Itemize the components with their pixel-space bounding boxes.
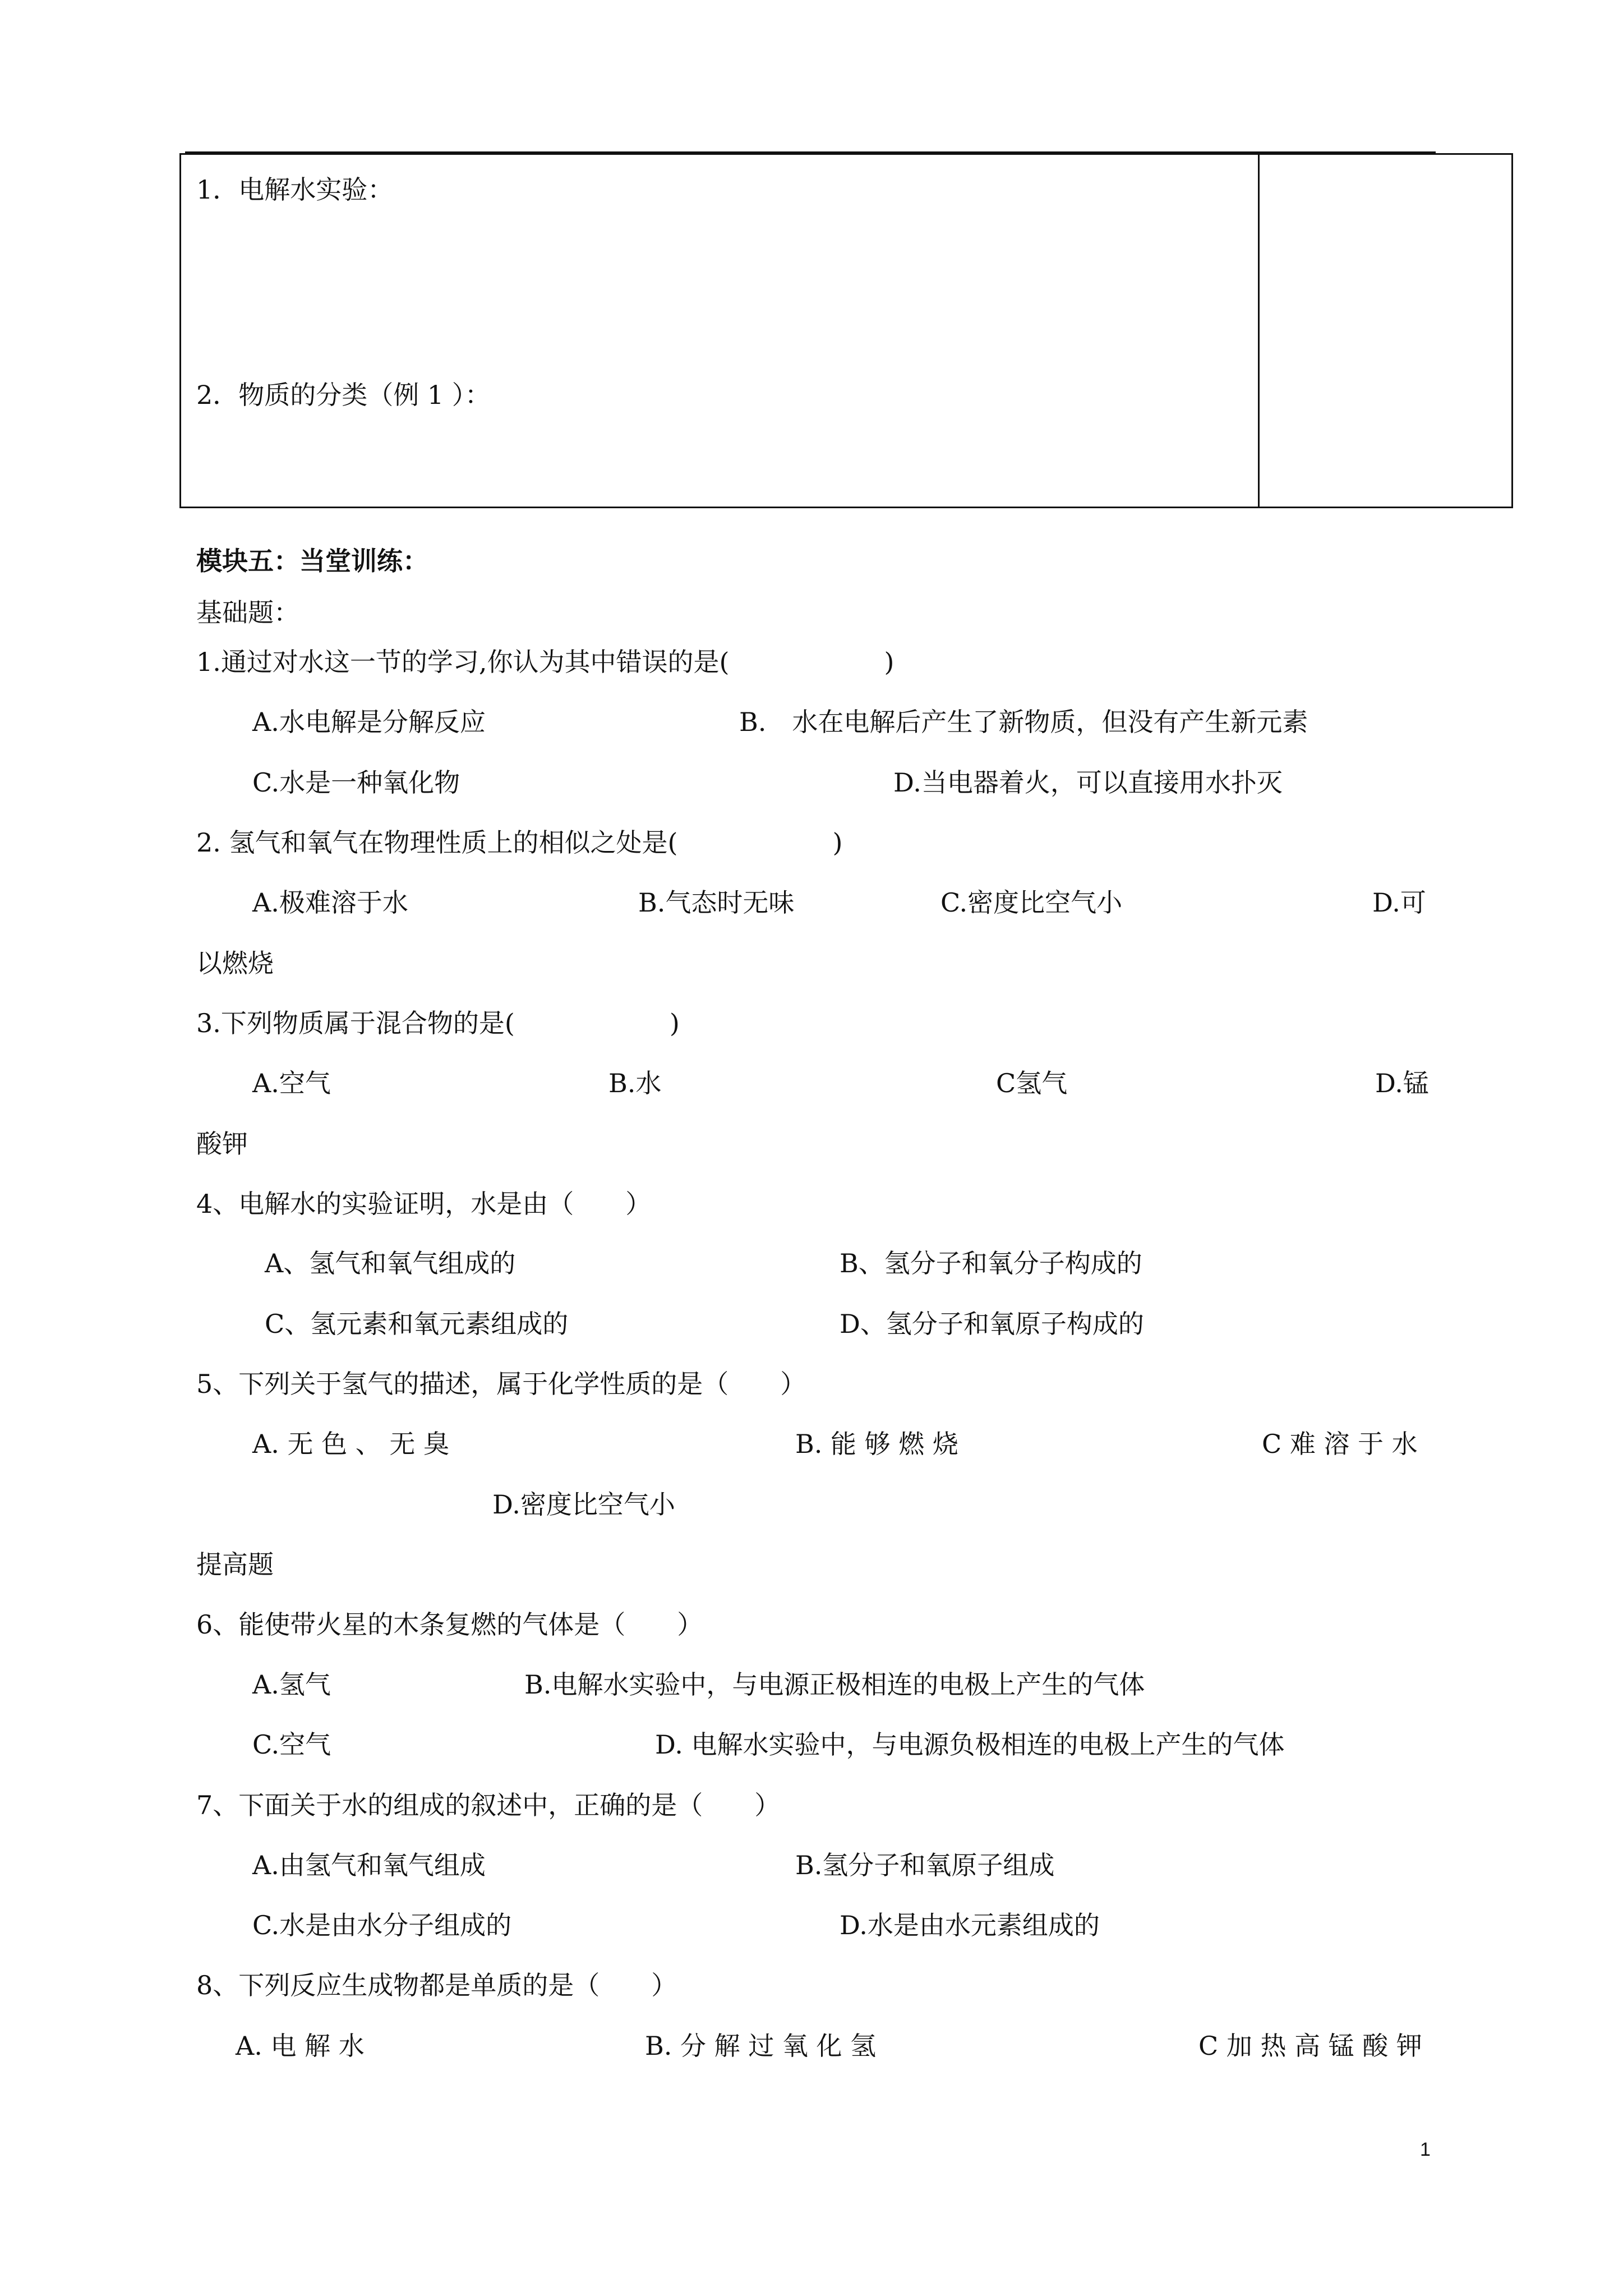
q7-option-c: C.水是由水分子组成的 (252, 1910, 512, 1940)
q2-option-c: C.密度比空气小 (940, 887, 1123, 918)
q7-option-d: D.水是由水元素组成的 (840, 1910, 1100, 1940)
section-title: 模块五：当堂训练： (196, 546, 428, 576)
q4-option-c: C、氢元素和氧元素组成的 (265, 1309, 569, 1339)
q2-option-d-continued: 以燃烧 (196, 948, 274, 978)
page-number: 1 (1420, 2139, 1431, 2160)
q3-stem: 3.下列物质属于混合物的是( ) (196, 1008, 680, 1038)
q3-option-d: D.锰 (1375, 1068, 1429, 1098)
basic-heading: 基础题： (196, 597, 299, 628)
q5-option-d: D.密度比空气小 (492, 1489, 675, 1520)
q2-option-b: B.气态时无味 (638, 887, 795, 918)
q4-option-d: D、氢分子和氧原子构成的 (840, 1309, 1144, 1339)
q1-stem: 1.通过对水这一节的学习,你认为其中错误的是( ) (196, 647, 895, 677)
table-divider-line (1258, 153, 1260, 508)
q5-stem: 5、下列关于氢气的描述，属于化学性质的是（ ） (196, 1369, 806, 1399)
table-right-line (1511, 153, 1513, 508)
q3-option-a: A.空气 (252, 1068, 331, 1098)
q8-option-a: A. 电 解 水 (236, 2031, 365, 2061)
q7-option-a: A.由氢气和氧气组成 (252, 1850, 486, 1880)
q1-option-d: D.当电器着火，可以直接用水扑灭 (893, 767, 1283, 798)
q2-option-d: D.可 (1372, 887, 1426, 918)
q1-option-b: B. 水在电解后产生了新物质，但没有产生新元素 (739, 707, 1308, 737)
q6-stem: 6、能使带火星的木条复燃的气体是（ ） (196, 1609, 703, 1640)
q3-option-c: C氢气 (996, 1068, 1068, 1098)
q1-option-a: A.水电解是分解反应 (252, 707, 486, 737)
q1-option-c: C.水是一种氧化物 (252, 767, 460, 798)
q4-stem: 4、电解水的实验证明，水是由（ ） (196, 1189, 652, 1219)
q6-option-b: B.电解水实验中，与电源正极相连的电极上产生的气体 (524, 1669, 1145, 1700)
q4-option-b: B、氢分子和氧分子构成的 (840, 1248, 1142, 1278)
q6-option-a: A.氢气 (252, 1669, 331, 1700)
table-row-electrolysis: 1．电解水实验： (196, 174, 394, 205)
q5-option-c: C 难 溶 于 水 (1262, 1429, 1418, 1459)
q5-option-a: A. 无 色 、 无 臭 (252, 1429, 449, 1459)
q3-option-d-continued: 酸钾 (196, 1129, 248, 1159)
q7-option-b: B.氢分子和氧原子组成 (795, 1850, 1055, 1880)
table-bottom-line (179, 507, 1513, 508)
q8-stem: 8、下列反应生成物都是单质的是（ ） (196, 1970, 677, 2000)
table-left-line (179, 153, 181, 508)
table-top-line (179, 153, 1513, 155)
q5-option-b: B. 能 够 燃 烧 (795, 1429, 958, 1459)
q2-stem: 2. 氢气和氧气在物理性质上的相似之处是( ) (196, 827, 843, 858)
advanced-heading: 提高题 (196, 1549, 274, 1580)
q3-option-b: B.水 (608, 1068, 662, 1098)
q6-option-c: C.空气 (252, 1729, 331, 1760)
q4-option-a: A、氢气和氧气组成的 (265, 1248, 516, 1278)
q2-option-a: A.极难溶于水 (252, 887, 408, 918)
q8-option-b: B. 分 解 过 氧 化 氢 (645, 2031, 877, 2061)
table-row-classification: 2．物质的分类（例 1 ）： (196, 380, 491, 410)
q8-option-c: C 加 热 高 锰 酸 钾 (1198, 2031, 1422, 2061)
q7-stem: 7、下面关于水的组成的叙述中，正确的是（ ） (196, 1790, 781, 1820)
q6-option-d: D. 电解水实验中，与电源负极相连的电极上产生的气体 (655, 1729, 1285, 1760)
